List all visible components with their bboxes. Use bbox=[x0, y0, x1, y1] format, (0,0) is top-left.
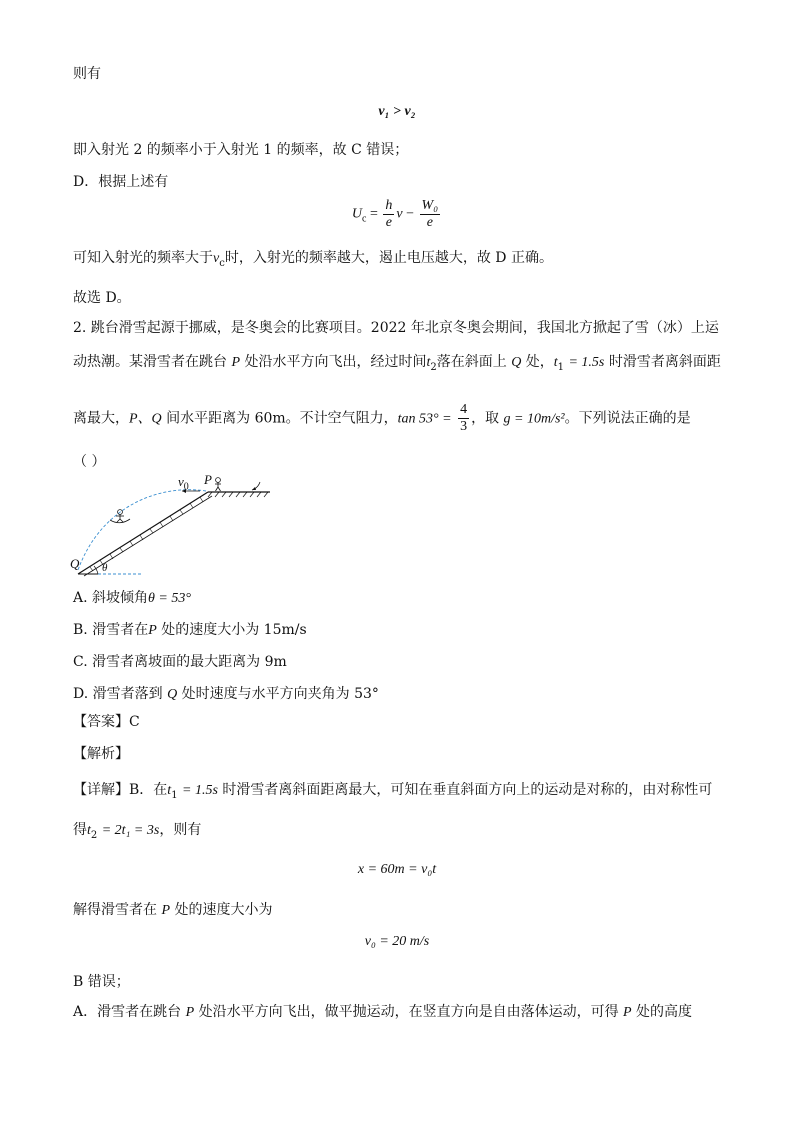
label-v0: $v_0$ bbox=[178, 474, 189, 493]
answer-blank: （ ） bbox=[73, 454, 106, 470]
detail-line-1: 【详解】B．在$t_1 = 1.5s$ 时滑雪者离斜面距离最大，可知在垂直斜面方向上的运动是对称的，由对称性可 bbox=[73, 782, 713, 801]
text-line: 故选 D。 bbox=[73, 290, 131, 306]
question-2-line-2: 动热潮。某滑雪者在跳台 P 处沿水平方向飞出，经过时间$t_2$落在斜面上 Q 处，$t_1 = 1.5s$ 时滑雪者离斜面距 bbox=[73, 354, 721, 373]
text-line: 即入射光 2 的频率小于入射光 1 的频率，故 C 错误； bbox=[73, 142, 409, 158]
equation-nu-compare: ν₁ > ν₂ bbox=[378, 104, 416, 119]
equation-v0: v₀ = 20 m/s bbox=[364, 934, 430, 949]
text-line: A．滑雪者在跳台 P 处沿水平方向飞出，做平抛运动，在竖直方向是自由落体运动，可得 P 处的高度 bbox=[73, 1004, 693, 1020]
text-line: B 错误； bbox=[73, 974, 130, 990]
ski-jump-figure bbox=[72, 474, 282, 582]
text-line: D．根据上述有 bbox=[73, 174, 169, 190]
text-line: 解得滑雪者在 P 处的速度大小为 bbox=[73, 902, 273, 918]
fraction-four-thirds: $\frac{4}{3}$ bbox=[460, 402, 468, 434]
label-theta: θ bbox=[102, 562, 108, 574]
answer-label: 【答案】C bbox=[73, 714, 140, 730]
option-b: B. 滑雪者在P 处的速度大小为 15m/s bbox=[73, 622, 307, 638]
text-line: 可知入射光的频率大于$\nu_c$时，入射光的频率越大，遏止电压越大，故 D 正确。 bbox=[73, 250, 553, 269]
label-Q: Q bbox=[70, 556, 80, 571]
equation-x: x = 60m = v₀t bbox=[357, 862, 437, 877]
analysis-label: 【解析】 bbox=[73, 746, 129, 762]
label-P: P bbox=[204, 472, 212, 487]
equation-stopping-voltage: $U_c$ = $\frac{h}{e}$ ν − $\frac{\text{W₀}}{e}$ bbox=[351, 198, 439, 230]
fraction-h-over-e: $\frac{h}{e}$ bbox=[385, 198, 393, 230]
option-a: A. 斜坡倾角θ = 53° bbox=[73, 590, 191, 606]
question-2-line-1: 2. 跳台滑雪起源于挪威，是冬奥会的比赛项目。2022 年北京冬奥会期间，我国北方掀起了雪（冰）上运 bbox=[73, 320, 719, 336]
text-line: 则有 bbox=[73, 66, 101, 82]
option-c: C. 滑雪者离坡面的最大距离为 9m bbox=[73, 654, 287, 670]
question-2-line-3: 离最大，P、Q 间水平距离为 60m。不计空气阻力，tan 53° = $\frac{4}{3}$ ，取 g = 10m/s²。下列说法正确的是 bbox=[73, 402, 691, 434]
fraction-w-over-e: $\frac{\text{W₀}}{e}$ bbox=[421, 198, 439, 230]
option-d: D. 滑雪者落到 Q 处时速度与水平方向夹角为 53° bbox=[73, 686, 379, 702]
detail-line-2: 得$t_2 = 2t_1 = 3s$，则有 bbox=[73, 822, 202, 841]
